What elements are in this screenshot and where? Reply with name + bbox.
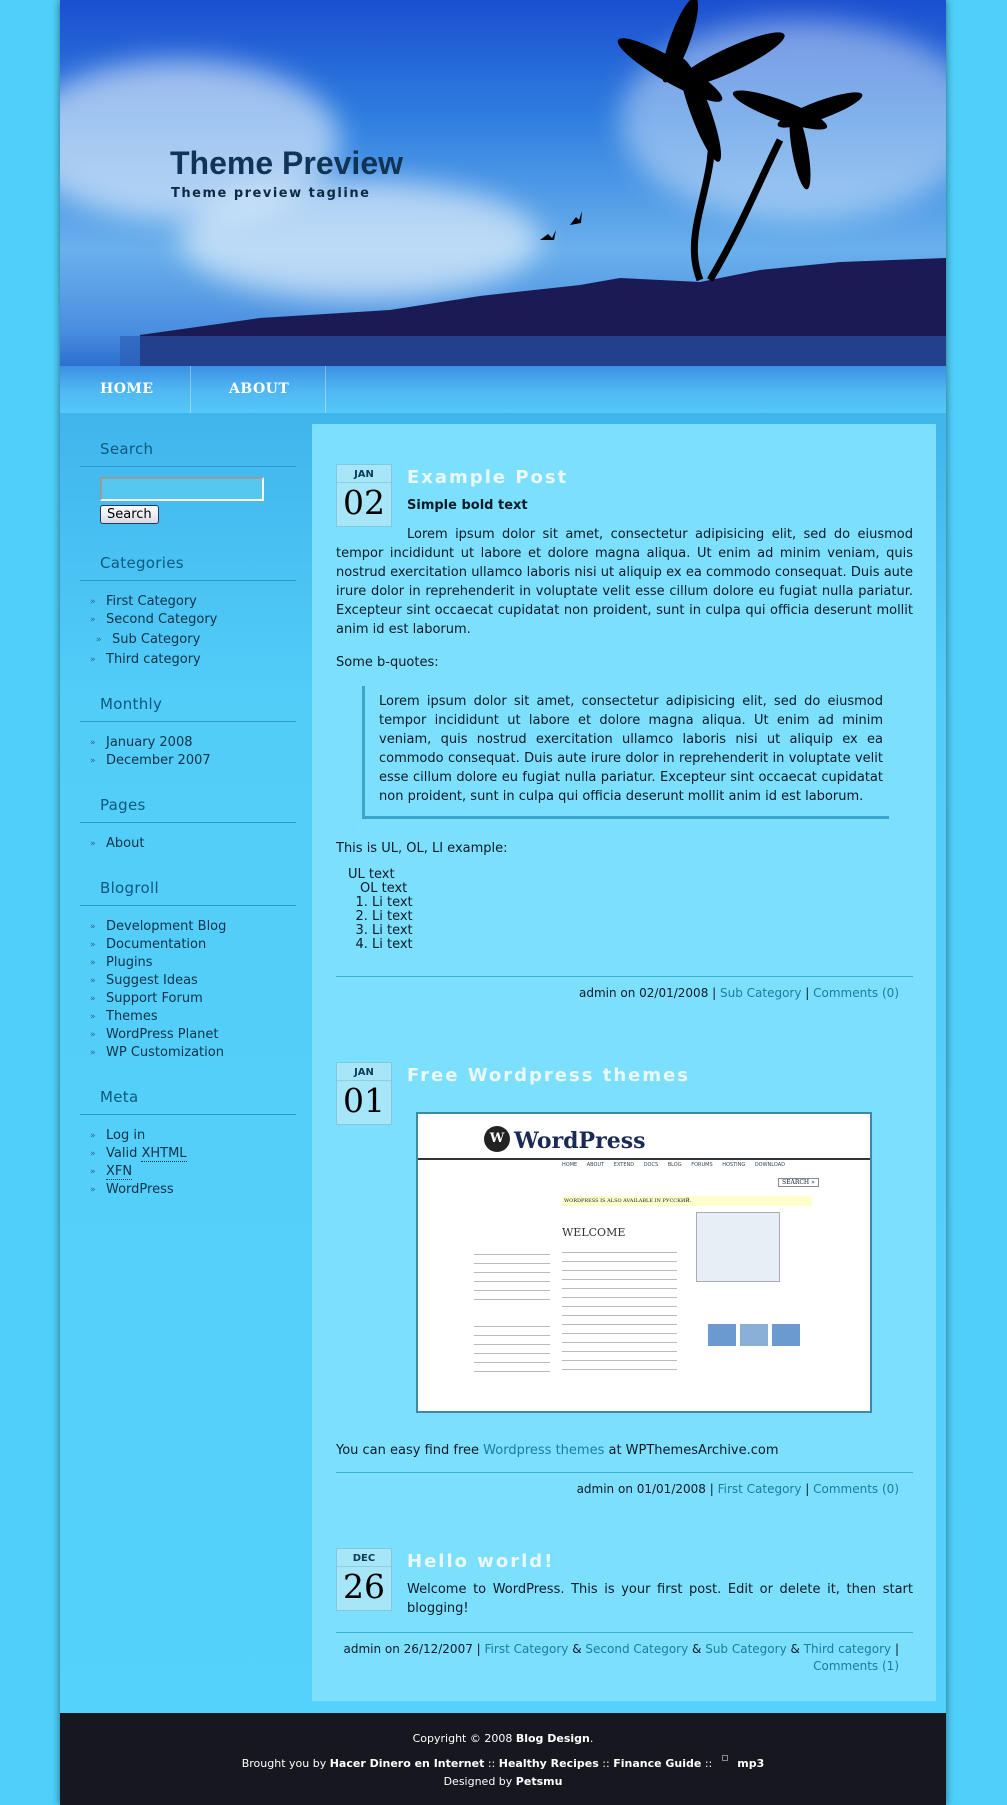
list-intro: This is UL, OL, LI example: <box>336 841 508 856</box>
pages-list <box>80 823 296 869</box>
date-month: DEC <box>337 1549 391 1567</box>
xfn-link[interactable] <box>88 1163 296 1181</box>
shot-notice: WORDPRESS IS ALSO AVAILABLE IN РУССКИЙ. <box>562 1196 812 1206</box>
blogroll-list <box>80 906 296 1078</box>
category-link[interactable]: » First Category <box>88 593 296 611</box>
blogroll-link[interactable]: » WP Customization <box>88 1044 296 1062</box>
blogroll-link[interactable]: » Support Forum <box>88 990 296 1008</box>
widget-heading-monthly: Monthly <box>80 685 296 722</box>
post-author-date: admin on 01/01/2008 <box>576 1482 706 1496</box>
post-author-date: admin on 02/01/2008 <box>578 986 709 1000</box>
bold-text: Simple bold text <box>407 498 528 513</box>
nav-divider <box>190 366 191 413</box>
post-date-badge <box>336 1548 392 1611</box>
main-nav <box>60 366 946 413</box>
blogroll-link[interactable]: » Suggest Ideas <box>88 972 296 990</box>
post-example <box>336 464 913 1002</box>
category-link[interactable]: » Second Category <box>88 611 296 629</box>
post-meta: admin on 02/01/2008 | Sub Category | Comments (0) <box>336 976 913 1002</box>
archives-list <box>80 722 296 786</box>
date-day: 02 <box>343 483 385 522</box>
blockquote: Lorem ipsum dolor sit amet, consectetur adipisicing elit, sed do eiusmod tempor incididunt ut labore et dolore magna aliqua. Ut enim ad minim veniam, quis nostrud exercitation ullamco laboris nisi ut aliquip ex ea commodo consequat. Duis aute irure dolor in reprehenderit in voluptate velit esse cillum dolore eu fugiat nulla pariatur. Excepteur sint occaecat cupidatat non proident, sunt in culpa qui officia deserunt mollit anim id est laborum. <box>362 686 889 819</box>
ul-text: UL text <box>348 867 395 882</box>
bquote-intro: Some b-quotes: <box>336 655 439 670</box>
blogroll-link[interactable]: » Plugins <box>88 954 296 972</box>
category-link[interactable]: Sub Category <box>720 986 802 1000</box>
list-example <box>336 868 913 952</box>
list-item: 3. Li text <box>372 924 913 938</box>
category-link[interactable]: Sub Category <box>705 1642 787 1656</box>
search-form <box>80 467 296 544</box>
widget-heading-categories: Categories <box>80 544 296 581</box>
archive-link[interactable]: » January 2008 <box>88 734 296 752</box>
post-title[interactable]: Hello world! <box>407 1551 555 1572</box>
widget-heading-search: Search <box>80 430 296 467</box>
comments-link[interactable]: Comments (0) <box>813 1482 899 1496</box>
site-title[interactable]: Theme Preview <box>170 145 403 181</box>
shot-logo-text: WordPress <box>514 1128 646 1154</box>
wordpress-link[interactable]: » WordPress <box>88 1181 296 1199</box>
page-link-about[interactable]: » About <box>88 835 296 853</box>
category-link[interactable]: » Third category <box>88 651 296 669</box>
post-text: You can easy find free Wordpress themes at WPThemesArchive.com <box>336 1443 779 1458</box>
wordpress-screenshot-image <box>416 1112 872 1413</box>
blogroll-link[interactable]: » Documentation <box>88 936 296 954</box>
site-tagline: Theme preview tagline <box>171 186 371 201</box>
post-text: Welcome to WordPress. This is your first post. Edit or delete it, then start blogging! <box>407 1582 913 1616</box>
meta-list <box>80 1115 296 1215</box>
sidebar <box>80 430 296 1215</box>
category-link[interactable]: First Category <box>717 1482 802 1496</box>
palm-island-illustration <box>60 0 946 366</box>
widget-heading-blogroll: Blogroll <box>80 869 296 906</box>
xhtml-abbr: XHTML <box>141 1146 187 1161</box>
blogroll-link[interactable]: » Themes <box>88 1008 296 1026</box>
nav-divider <box>325 366 326 413</box>
list-item: 4. Li text <box>372 938 913 952</box>
post-hello-world <box>336 1548 913 1675</box>
post-meta: admin on 26/12/2007 | First Category & Second Category & Sub Category & Third category | Comments (1) <box>336 1632 913 1675</box>
archive-link[interactable]: » December 2007 <box>88 752 296 770</box>
ol-text: OL text <box>360 881 408 896</box>
valid-label: Valid <box>106 1146 142 1161</box>
nav-home[interactable]: HOME <box>100 381 154 397</box>
shot-search: SEARCH » <box>778 1178 819 1187</box>
date-day: 01 <box>343 1081 385 1120</box>
post-meta: admin on 01/01/2008 | First Category | Comments (0) <box>336 1472 913 1498</box>
post-date-badge <box>336 1062 392 1125</box>
comments-link[interactable]: Comments (0) <box>813 986 899 1000</box>
page-wrapper <box>60 0 946 1805</box>
broken-image-icon <box>722 1755 728 1761</box>
shot-nav: HOME ABOUT EXTEND DOCS BLOG FORUMS HOSTING DOWNLOAD <box>562 1162 786 1168</box>
category-link[interactable]: First Category <box>484 1642 569 1656</box>
copyright: Copyright © 2008 Blog Design. <box>412 1732 594 1745</box>
widget-heading-meta: Meta <box>80 1078 296 1115</box>
comments-link[interactable]: Comments (1) <box>813 1659 899 1673</box>
date-month: JAN <box>337 1063 391 1081</box>
valid-xhtml-link[interactable] <box>88 1145 296 1163</box>
nav-about[interactable]: ABOUT <box>229 381 290 397</box>
date-month: JAN <box>337 465 391 483</box>
categories-list <box>80 581 296 685</box>
list-item: 1. Li text <box>372 896 913 910</box>
footer <box>60 1713 946 1805</box>
post-free-themes <box>336 1062 913 1498</box>
footer-link[interactable]: Hacer Dinero en Internet <box>329 1757 485 1770</box>
post-date-badge <box>336 464 392 527</box>
search-input[interactable] <box>100 477 264 501</box>
list-item: 2. Li text <box>372 910 913 924</box>
widget-heading-pages: Pages <box>80 786 296 823</box>
search-button[interactable]: Search <box>100 505 159 524</box>
post-paragraph: Lorem ipsum dolor sit amet, consectetur adipisicing elit, sed do eiusmod tempor incididunt ut labore et dolore magna aliqua. Ut enim ad minim veniam, quis nostrud exercitation ullamco laboris nisi ut aliquip ex ea commodo consequat. Duis aute irure dolor in reprehenderit in voluptate velit esse cillum dolore eu fugiat nulla pariatur. Excepteur sint occaecat cupidatat non proident, sunt in culpa qui officia deserunt mollit anim id est laborum. <box>336 527 913 637</box>
post-title[interactable]: Example Post <box>407 467 569 488</box>
date-day: 26 <box>343 1567 385 1606</box>
blogroll-link[interactable]: » Development Blog <box>88 918 296 936</box>
category-link[interactable]: » Sub Category <box>88 631 296 649</box>
blogroll-link[interactable]: » WordPress Planet <box>88 1026 296 1044</box>
brought-by: Brought you by Hacer Dinero en Internet :: Healthy Recipes :: Finance Guide :: mp3 <box>241 1757 765 1770</box>
category-link[interactable]: Second Category <box>585 1642 689 1656</box>
xfn-abbr: XFN <box>106 1164 133 1179</box>
wordpress-themes-link[interactable]: Wordpress themes <box>483 1443 605 1458</box>
designed-by: Designed by Petsmu <box>443 1775 563 1788</box>
designer-link[interactable]: Petsmu <box>515 1775 563 1788</box>
footer-link[interactable]: mp3 <box>737 1757 765 1770</box>
post-author-date: admin on 26/12/2007 <box>343 1642 473 1656</box>
login-link[interactable]: » Log in <box>88 1127 296 1145</box>
shot-welcome: WELCOME <box>562 1226 626 1239</box>
category-link[interactable]: Third category <box>803 1642 892 1656</box>
post-title[interactable]: Free Wordpress themes <box>407 1065 691 1086</box>
footer-link[interactable]: Finance Guide <box>613 1757 702 1770</box>
content-area <box>312 424 936 1701</box>
blog-design-link[interactable]: Blog Design <box>515 1732 590 1745</box>
wordpress-logo-icon: W <box>484 1126 510 1152</box>
header <box>60 0 946 366</box>
footer-link[interactable]: Healthy Recipes <box>498 1757 599 1770</box>
